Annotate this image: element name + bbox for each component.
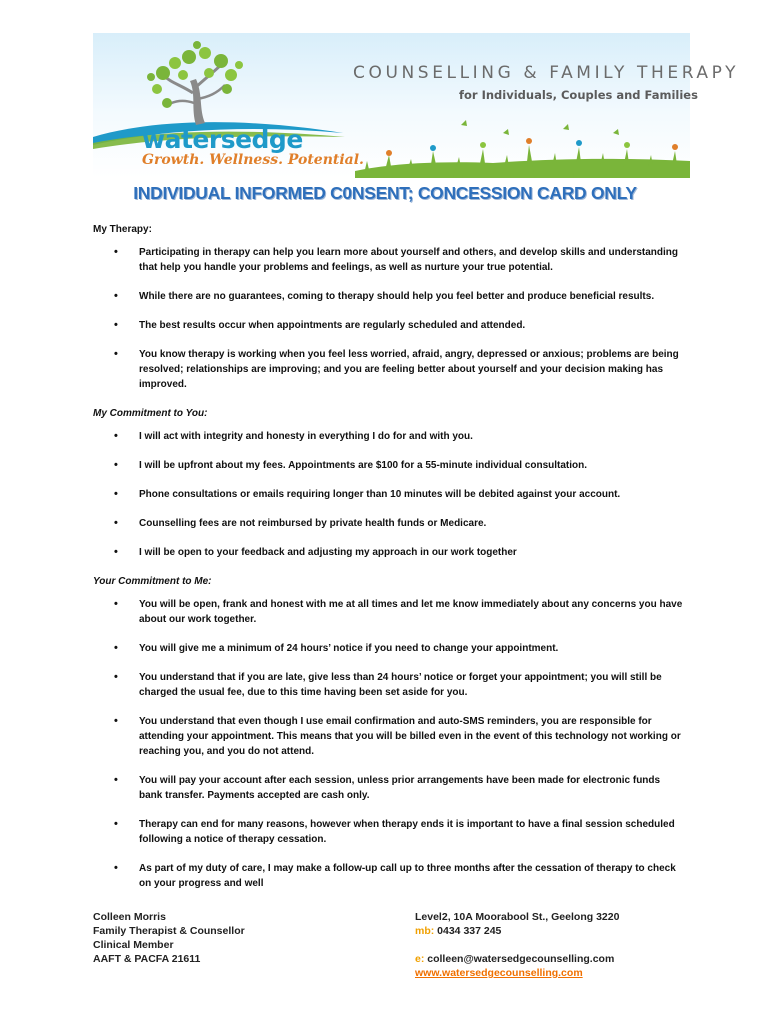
list-item: • You will pay your account after each session, unless prior arrangements have been made for electronic funds bank transfer. Payments accepted are cash only.: [93, 773, 683, 803]
list-item: • I will be open to your feedback and adjusting my approach in our work together: [93, 545, 683, 560]
footer-mobile: [415, 924, 619, 938]
list-my-therapy: [93, 245, 683, 392]
footer-registration: AAFT & PACFA 21611: [93, 953, 201, 965]
email-label: e:: [415, 953, 425, 965]
footer-address: Level2, 10A Moorabool St., Geelong 3220: [415, 911, 620, 923]
list-item: • As part of my duty of care, I may make a follow-up call up to three months after the cessation of therapy to check on your progress and well: [93, 861, 683, 891]
footer-spacer: [415, 938, 619, 952]
section-heading-my-therapy: My Therapy:: [93, 224, 152, 235]
list-item: • While there are no guarantees, coming to therapy should help you feel better and produce beneficial results.: [93, 289, 683, 304]
email-address[interactable]: colleen@watersedgecounselling.com: [424, 953, 615, 965]
list-item: • The best results occur when appointments are regularly scheduled and attended.: [93, 318, 683, 333]
section-heading-your-commitment: Your Commitment to Me:: [93, 576, 212, 587]
list-item: • You will give me a minimum of 24 hours’ notice if you need to change your appointment.: [93, 641, 683, 656]
footer-contact-details: [415, 910, 619, 980]
list-item: • You will be open, frank and honest with me at all times and let me know immediately about any concerns you have about our work together.: [93, 597, 683, 627]
list-item: • Therapy can end for many reasons, however when therapy ends it is important to have a final session scheduled following a notice of therapy cessation.: [93, 817, 683, 847]
footer-name: Colleen Morris: [93, 911, 166, 923]
document-body: [93, 222, 683, 905]
website-link[interactable]: www.watersedgecounselling.com: [415, 967, 583, 979]
list-item: • Counselling fees are not reimbursed by private health funds or Medicare.: [93, 516, 683, 531]
mobile-label: mb:: [415, 925, 435, 937]
list-my-commitment: [93, 429, 683, 560]
list-item: • I will be upfront about my fees. Appointments are $100 for a 55-minute individual consultation.: [93, 458, 683, 473]
list-item: • Participating in therapy can help you learn more about yourself and others, and develop skills and understanding that help you handle your problems and feelings, as well as nurture your true potential.: [93, 245, 683, 275]
footer-role: Family Therapist & Counsellor: [93, 925, 245, 937]
document-title: INDIVIDUAL INFORMED C0NSENT; CONCESSION CARD ONLY: [133, 183, 637, 203]
section-heading-my-commitment: My Commitment to You:: [93, 408, 208, 419]
footer-email: [415, 952, 619, 966]
brand-subtitle: for Individuals, Couples and Families: [459, 88, 698, 102]
list-item: • I will act with integrity and honesty in everything I do for and with you.: [93, 429, 683, 444]
list-your-commitment: [93, 597, 683, 891]
brand-title: COUNSELLING & FAMILY THERAPY: [353, 63, 740, 83]
header-banner: [93, 33, 740, 178]
list-item: • You know therapy is working when you feel less worried, afraid, angry, depressed or anxious; problems are being resolved; relationships are improving; and you are feeling better about yourself and your decision making has improved.: [93, 347, 683, 392]
list-item: • You understand that if you are late, give less than 24 hours’ notice or forget your appointment; you will still be charged the usual fee, due to this time having been set aside for you.: [93, 670, 683, 700]
list-item: • You understand that even though I use email confirmation and auto-SMS reminders, you are responsible for attending your appointment. This means that you will be billed even in the event of this technology not working or reaching you, and you do not attend.: [93, 714, 683, 759]
footer-contact-name: [93, 910, 245, 966]
footer-membership: Clinical Member: [93, 939, 174, 951]
list-item: • Phone consultations or emails requiring longer than 10 minutes will be debited against your account.: [93, 487, 683, 502]
brand-tagline: Growth. Wellness. Potential.: [142, 152, 364, 168]
brand-name: watersedge: [142, 125, 303, 154]
mobile-number: 0434 337 245: [434, 925, 502, 937]
